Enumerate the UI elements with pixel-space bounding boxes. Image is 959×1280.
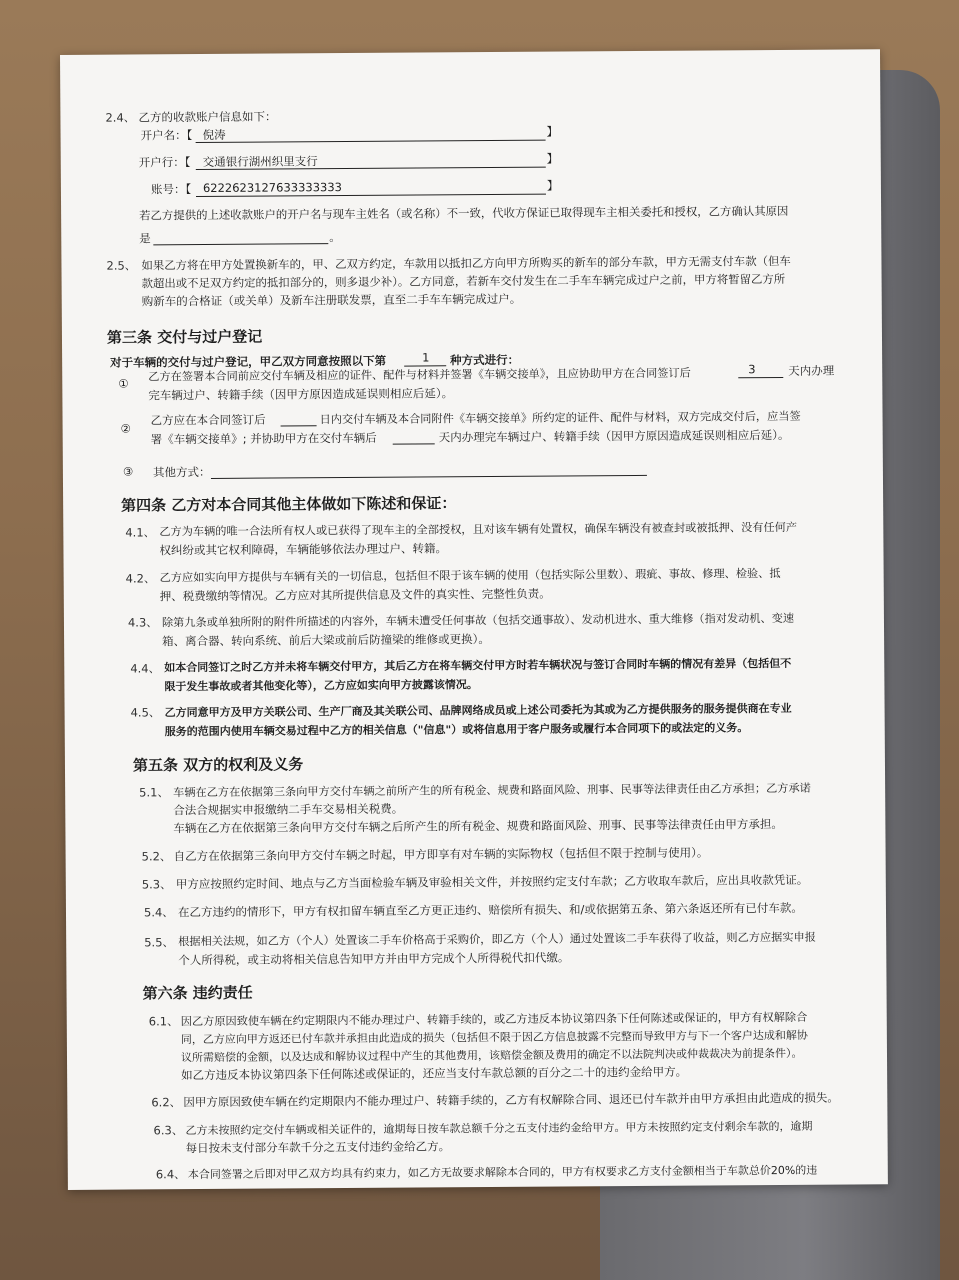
clause-text: 款超出或不足双方约定的抵扣部分的，则多退少补）。乙方同意，若新车交付发生在二手车车辆完成过户之前，甲方将暂留乙方所 — [141, 271, 786, 291]
clause-text: 种方式进行： — [450, 352, 520, 368]
clause-number: 5.4、 — [143, 905, 174, 920]
clause-text: 除第九条或单独所附的附件所描述的内容外，车辆未遭受任何事故（包括交通事故）、发动机进水、重大维修（指对发动机、变速 — [161, 611, 795, 630]
clause-number: 4.5、 — [130, 705, 161, 720]
clause-text: 自乙方在依据第三条向甲方交付车辆之时起，甲方即享有对车辆的实际物权（包括但不限于控制与使用）。 — [173, 845, 709, 864]
clause-text: 箱、离合器、转向系统、前后大梁或前后防撞梁的维修或更换）。 — [162, 632, 490, 649]
section-heading: 第四条 乙方对本合同其他主体做如下陈述和保证： — [121, 494, 457, 515]
clause-text: 乙方应如实向甲方提供与车辆有关的一切信息，包括但不限于该车辆的使用（包括实际公里数）、瑕疵、事故、修理、检验、抵 — [159, 566, 781, 585]
clause-text: 乙方的收款账户信息如下： — [138, 109, 277, 125]
clause-text: 购新车的合格证（或关单）及新车注册联发票，直至二手车车辆完成过户。 — [141, 291, 522, 309]
clause-text: 每日按未支付部分车款千分之五支付违约金给乙方。 — [185, 1139, 451, 1156]
option-number: ③ — [122, 464, 134, 479]
clause-text: 合法合规据实申报缴纳二手车交易相关税费。 — [173, 801, 404, 818]
bank-value: 交通银行湖州织里支行 — [202, 154, 318, 170]
clause-number: 5.3、 — [141, 877, 172, 892]
clause-text: 是 — [139, 231, 151, 246]
bracket: 】 — [546, 151, 559, 166]
account-name-label: 开户名：【 — [140, 128, 193, 143]
clause-number: 4.4、 — [130, 661, 161, 676]
clause-text: 甲方应按照约定时间、地点与乙方当面检验车辆及审验相关文件，并按照约定支付车款；乙方收取车款后，应出具收款凭证。 — [175, 872, 809, 892]
section-heading: 第五条 双方的权利及义务 — [132, 755, 304, 775]
clause-text: 服务的范围内使用车辆交易过程中乙方的相关信息（"信息"）或将信息用于客户服务或履行本合同项下的或法定的义务。 — [164, 721, 749, 739]
clause-text: 限于发生事故或者其他变化等），乙方应如实向甲方披露该情况。 — [164, 678, 478, 694]
bracket: 】 — [546, 178, 559, 193]
clause-text: 个人所得税，或主动将相关信息告知甲方并由甲方完成个人所得税代扣代缴。 — [178, 950, 570, 968]
clause-text: 乙方为车辆的唯一合法所有权人或已获得了现车主的全部授权，且对该车辆有处置权，确保车辆没有被查封或被抵押、没有任何产 — [159, 520, 798, 539]
clause-text: 乙方在签署本合同前应交付车辆及相应的证件、配件与材料并签署《车辆交接单》，且应协助甲方在合同签订后 — [148, 366, 691, 384]
clause-text: 乙方未按照约定交付车辆或相关证件的，逾期每日按车款总额千分之五支付违约金给甲方。甲方未按照约定支付剩余车款的，逾期 — [185, 1119, 813, 1138]
option-number: ① — [118, 376, 129, 391]
clause-text: 署《车辆交接单》; 并协助甲方在交付车辆后 — [150, 430, 377, 447]
clause-number: 6.4、 — [155, 1167, 186, 1182]
account-number-value: 6222623127633333333 — [202, 180, 343, 196]
underline — [196, 140, 546, 143]
clause-text: 天内办理 — [788, 363, 835, 378]
clause-text: 乙方同意甲方及甲方关联公司、生产厂商及其关联公司、品牌网络成员或上述公司委托为其或为乙方提供服务的服务提供商在专业 — [164, 701, 792, 720]
days-value: 3 — [748, 362, 756, 377]
clause-text: 日内交付车辆及本合同附件《车辆交接单》所约定的证件、配件与材料，双方完成交付后，应当签 — [319, 409, 801, 427]
clause-number: 5.5、 — [144, 935, 175, 950]
clause-text: 同，乙方应向甲方返还已付车款并承担由此造成的损失（包括但不限于因乙方信息披露不完整而导致甲方与下一个客户达成和解协 — [180, 1028, 808, 1047]
clause-text: 完车辆过户、转籍手续（因甲方原因造成延误则相应后延）。 — [148, 386, 454, 403]
clause-text: 车辆在乙方在依据第三条向甲方交付车辆之后所产生的所有税金、规费和路面风险、刑事、民事等法律责任由甲方承担。 — [173, 816, 783, 836]
clause-text: 若乙方提供的上述收款账户的开户名与现车主姓名（或名称）不一致，代收方保证已取得现车主相关委托和授权，乙方确认其原因 — [139, 203, 789, 223]
clause-number: 4.2、 — [125, 571, 156, 586]
clause-text: 在乙方违约的情形下，甲方有权扣留车辆直至乙方更正违约、赔偿所有损失、和/或依据第五条、第六条返还所有已付车款。 — [177, 900, 803, 920]
underline — [281, 425, 317, 426]
underline — [153, 243, 328, 245]
clause-text: 车辆在乙方在依据第三条向甲方交付车辆之前所产生的所有税金、规费和路面风险、刑事、民事等法律责任由乙方承担；乙方承诺 — [173, 781, 811, 800]
bracket: 】 — [546, 124, 559, 139]
clause-number: 4.3、 — [127, 615, 158, 630]
clause-number: 6.1、 — [148, 1014, 179, 1029]
clause-text: 如乙方违反本协议第四条下任何陈述或保证的，还应当支付车款总额的百分之二十的违约金给甲方。 — [181, 1064, 688, 1083]
underline — [738, 377, 783, 378]
clause-text: 。 — [329, 230, 341, 245]
clause-text: 因乙方原因致使车辆在约定期限内不能办理过户、转籍手续的，或乙方违反本协议第四条下任何陈述或保证的，甲方有权解除合 — [180, 1010, 808, 1029]
clause-text: 因甲方原因致使车辆在约定期限内不能办理过户、转籍手续的，乙方有权解除合同、退还已付车款并由甲方承担由此造成的损失。 — [183, 1090, 839, 1110]
clause-text: 根据相关法规，如乙方（个人）处置该二手车价格高于采购价，即乙方（个人）通过处置该二手车获得了收益，则乙方应据实申报 — [178, 930, 816, 949]
clause-text: 其他方式： — [152, 464, 211, 480]
clause-number: 5.2、 — [141, 849, 172, 864]
account-name-value: 倪涛 — [202, 127, 226, 143]
clause-number: 2.4、 — [105, 110, 136, 125]
clause-text: 对于车辆的交付与过户登记，甲乙双方同意按照以下第 — [110, 353, 387, 370]
underline — [393, 443, 435, 444]
clause-text: 权纠纷或其它权利障碍，车辆能够依法办理过户、转籍。 — [159, 541, 448, 558]
clause-text: 议所需赔偿的金额，以及达成和解协议过程中产生的其他费用，该赔偿金额及费用的确定不以法院判决或仲裁裁决为前提条件）。 — [180, 1046, 803, 1065]
clause-text: 如果乙方将在甲方处置换新车的，甲、乙双方约定，车款用以抵扣乙方向甲方所购买的新车的部分车款，甲方无需支付车款（但车 — [141, 253, 791, 273]
option-number: ② — [120, 421, 131, 436]
clause-text: 乙方应在本合同签订后 — [150, 412, 266, 428]
bank-label: 开户行：【 — [138, 155, 191, 170]
section-heading: 第三条 交付与过户登记 — [106, 327, 263, 347]
clause-text: 押、税费缴纳等情况。乙方应对其所提供信息及文件的真实性、完整性负责。 — [159, 586, 551, 604]
clause-number: 6.3、 — [153, 1123, 184, 1138]
clause-text: 如本合同签订之时乙方并未将车辆交付甲方，其后乙方在将车辆交付甲方时若车辆状况与签订合同时车辆的情况有差异（包括但不 — [164, 656, 792, 675]
section-heading: 第六条 违约责任 — [142, 983, 253, 1003]
method-number-value: 1 — [422, 350, 430, 365]
clause-number: 2.5、 — [106, 258, 137, 273]
clause-number: 4.1、 — [125, 525, 156, 540]
contract-page — [60, 49, 888, 1190]
account-number-label: 账号：【 — [150, 182, 192, 197]
clause-text: 天内办理完车辆过户、转籍手续（因甲方原因造成延误则相应后延）。 — [438, 427, 790, 445]
clause-number: 5.1、 — [139, 785, 169, 800]
clause-number: 6.2、 — [151, 1095, 182, 1110]
underline — [211, 475, 647, 479]
clause-text: 本合同签署之后即对甲乙双方均具有约束力，如乙方无故要求解除本合同的，甲方有权要求乙方支付金额相当于车款总价20%的违 — [187, 1163, 818, 1182]
